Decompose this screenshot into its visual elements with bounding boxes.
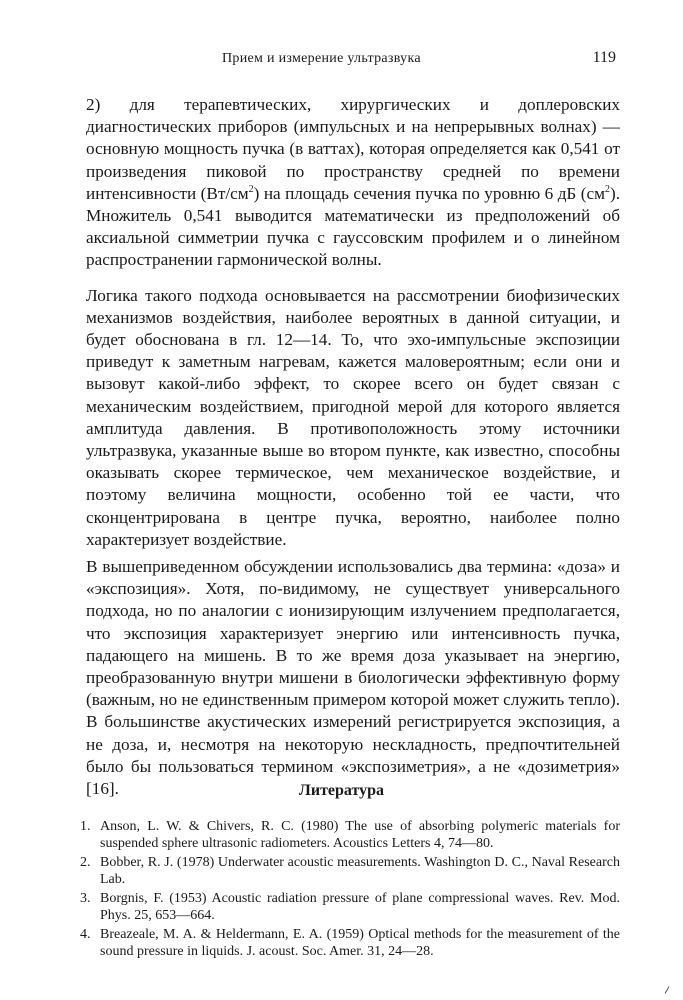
page-mark — [665, 986, 677, 997]
paragraph-1-mid: ) на площадь сечения пучка по уровню 6 дБ (см — [253, 183, 605, 203]
page-header — [86, 49, 622, 71]
reference-text: Breazeale, M. A. & Heldermann, E. A. (1959) Optical methods for the measurement of the sound pressure in liquids. J. acoust. Soc. Amer. 31, 24—28. — [100, 927, 620, 959]
reference-item — [80, 818, 620, 852]
reference-text: Borgnis, F. (1953) Acoustic radiation pressure of plane compressional waves. Rev. Mod. Phys. 25, 653—664. — [100, 891, 620, 923]
reference-number: 1. — [80, 819, 91, 834]
superscript: 2 — [248, 183, 254, 195]
reference-text: Bobber, R. J. (1978) Underwater acoustic measurements. Washington D. C., Naval Research Lab. — [100, 855, 620, 887]
reference-item — [80, 890, 620, 924]
reference-text: Anson, L. W. & Chivers, R. C. (1980) The use of absorbing polymeric materials for suspended sphere ultrasonic radiometers. Acoustics Letters 4, 74—80. — [100, 819, 620, 851]
running-title: Прием и измерение ультразвука — [222, 51, 421, 66]
superscript: 2 — [604, 183, 610, 195]
reference-number: 2. — [80, 855, 91, 870]
paragraph-1-end: ). Множитель 0,541 выводится математически из предположений об аксиальной симметрии пучка с гауссовским профилем и о линейном распространении гармонической волны. — [86, 183, 621, 270]
paragraph-2 — [86, 285, 620, 551]
paragraph-3-text: В вышеприведенном обсуждении использовались два термина: «доза» и «экспозиция». Хотя, по-видимому, не существует универсального подхода, но по аналогии с ионизирующим излучением предполагается, что экспозиция характеризует энергию или интенсивность пучка, падающего на мишень. В то же время доза указывает на энергию, преобразованную внутри мишени в биологически эффективную форму (важным, но не единственным примером которой может служить тепло). В большинстве акустических измерений регистрируется экспозиция, а не доза, и, несмотря на некоторую нескладность, предпочтительней было бы пользоваться термином «экспозиметрия», а не «дозиметрия» [16]. — [86, 557, 620, 799]
reference-number: 4. — [80, 927, 91, 942]
reference-number: 3. — [80, 891, 91, 906]
reference-item — [80, 854, 620, 888]
paragraph-1 — [86, 94, 620, 272]
main-text — [86, 94, 620, 813]
paragraph-1-start: 2) для терапевтических, хирургических и доплеровских диагностических приборов (импульсных и на непрерывных волнах) — основную мощность пучка (в ваттах), которая определяется как 0,541 от произведения пиковой по пространству средней по времени интенсивности (Вт/см — [86, 95, 620, 203]
page-number: 119 — [592, 49, 616, 66]
references-title: Литература — [298, 782, 385, 799]
paragraph-2-text: Логика такого подхода основывается на рассмотрении биофизических механизмов воздействия, наиболее вероятных в данной ситуации, и будет обоснована в гл. 12—14. То, что эхо-импульсные экспозиции приведут к заметным нагревам, кажется маловероятным; если они и вызовут какой-либо эффект, то скорее всего он будет связан с механическим воздействием, пригодной мерой для которого является амплитуда давления. В противоположность этому источники ультразвука, указанные выше во втором пункте, как известно, способны оказывать скорее термическое, чем механическое воздействие, и поэтому величина мощности, особенно той ее части, что сконцентрирована в центре пучка, вероятно, наиболее полно характеризует воздействие. — [86, 285, 620, 549]
references-list — [80, 818, 620, 962]
reference-item — [80, 926, 620, 960]
paragraph-3 — [86, 556, 620, 800]
